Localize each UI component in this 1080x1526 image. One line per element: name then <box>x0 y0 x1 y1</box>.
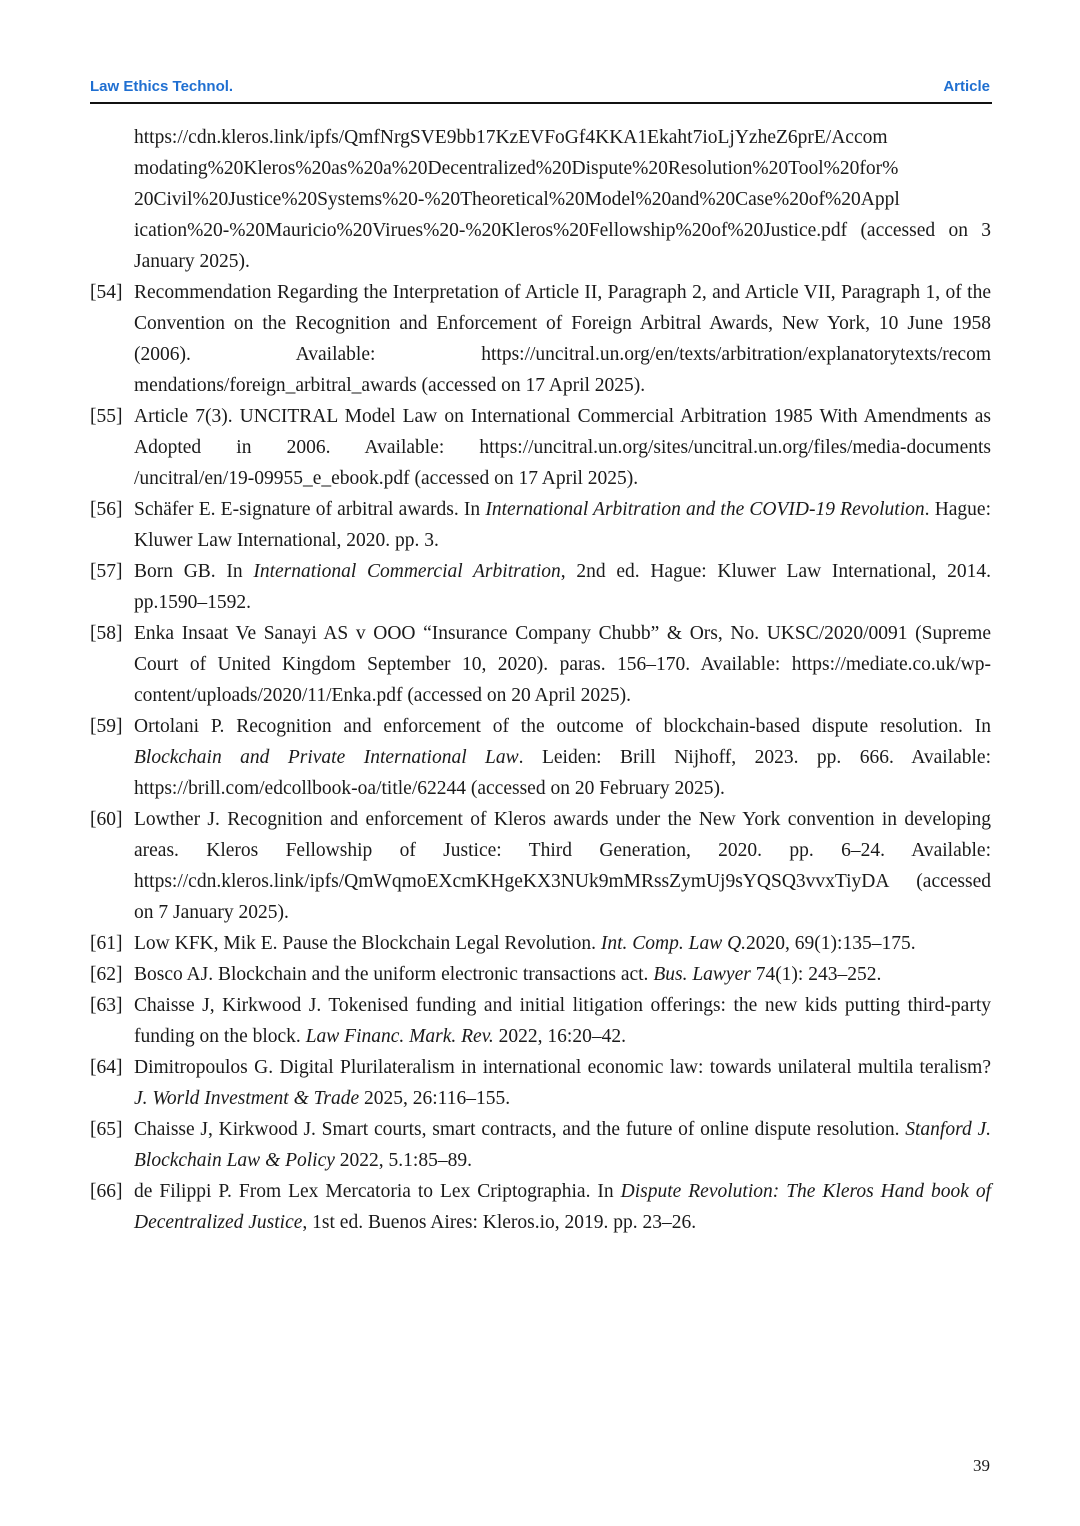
reference-item <box>90 711 991 804</box>
reference-number: [56] <box>90 499 123 520</box>
reference-text: Enka Insaat Ve Sanayi AS v OOO “Insurance Company Chubb” & Ors, No. UKSC/2020/0091 (Supreme Court of United Kingdom September 10, 2020). paras. 156–170. Available: https://mediate.co.uk/wp-content/uploads/2020/11/Enka.pdf (accessed on 20 April 2025). <box>134 623 991 706</box>
reference-item <box>90 494 991 556</box>
reference-text: Born GB. In International Commercial Arbitration, 2nd ed. Hague: Kluwer Law International, 2014. pp.1590–1592. <box>134 561 992 613</box>
source-title: International Arbitration and the COVID-19 Revolution <box>485 499 925 520</box>
reference-number: [58] <box>90 623 123 644</box>
page-number: 39 <box>973 1456 990 1475</box>
reference-text: Chaisse J, Kirkwood J. Tokenised funding and initial litigation offerings: the new kids putting third-party funding on the block. Law Financ. Mark. Rev. 2022, 16:20–42. <box>134 995 991 1047</box>
reference-text: Dimitropoulos G. Digital Plurilateralism in international economic law: towards unilateral multila teralism? J. World Investment & Trade 2025, 26:116–155. <box>134 1057 991 1109</box>
journal-name: Law Ethics Technol. <box>90 78 234 95</box>
reference-number: [61] <box>90 933 123 954</box>
source-title: Law Financ. Mark. Rev. <box>305 1026 494 1047</box>
reference-item <box>90 122 991 277</box>
reference-item <box>90 1176 991 1238</box>
source-title: Bus. Lawyer <box>653 964 751 985</box>
reference-list <box>90 122 991 1238</box>
reference-number: [62] <box>90 964 123 985</box>
reference-text: Ortolani P. Recognition and enforcement of the outcome of blockchain-based dispute resolution. In Blockchain and Private International Law. Leiden: Brill Nijhoff, 2023. pp. 666. Available: https://brill.com/edcollbook-oa/title/62244 (accessed on 20 February 2025). <box>134 716 991 799</box>
source-title: Stanford J. Blockchain Law & Policy <box>134 1119 991 1171</box>
reference-number: [63] <box>90 995 123 1016</box>
reference-text: Recommendation Regarding the Interpretation of Article II, Paragraph 2, and Article VII, Paragraph 1, of the Convention on the Recognition and Enforcement of Foreign Arbitral Awards, New York, 10 June 1958 (2006). Available: https://uncitral.un.org/en/texts/arbitration/explanatorytexts/recom mendations/foreign_arbitral_awards (accessed on 17 April 2025). <box>134 282 991 396</box>
reference-number: [66] <box>90 1181 123 1202</box>
reference-item <box>90 556 991 618</box>
reference-number: [59] <box>90 716 123 737</box>
header-rule <box>90 102 992 104</box>
source-title: International Commercial Arbitration <box>253 561 561 582</box>
reference-text: Chaisse J, Kirkwood J. Smart courts, smart contracts, and the future of online dispute resolution. Stanford J. Blockchain Law & Policy 2022, 5.1:85–89. <box>134 1119 991 1171</box>
reference-text: Bosco AJ. Blockchain and the uniform electronic transactions act. Bus. Lawyer 74(1): 243–252. <box>134 964 882 985</box>
reference-item <box>90 990 991 1052</box>
reference-item <box>90 1052 991 1114</box>
reference-text: Lowther J. Recognition and enforcement of Kleros awards under the New York convention in developing areas. Kleros Fellowship of Justice: Third Generation, 2020. pp. 6–24. Available: https://cdn.kleros.link/ipfs/QmWqmoEXcmKHgeKX3NUk9mMRssZymUj9sYQSQ3vvxTiyDA (accessed on 7 January 2025). <box>134 809 991 923</box>
reference-item <box>90 959 991 990</box>
source-title: J. World Investment & Trade <box>134 1088 360 1109</box>
reference-item <box>90 277 991 401</box>
reference-text: Schäfer E. E-signature of arbitral awards. In International Arbitration and the COVID-19 Revolution. Hague: Kluwer Law International, 2020. pp. 3. <box>134 499 992 551</box>
reference-item <box>90 618 991 711</box>
source-title: Blockchain and Private International Law <box>134 747 519 768</box>
reference-item <box>90 1114 991 1176</box>
reference-text: https://cdn.kleros.link/ipfs/QmfNrgSVE9bb17KzEVFoGf4KKA1Ekaht7ioLjYzheZ6prE/Accom modating%20Kleros%20as%20a%20Decentralized%20Dispute%20Resolution%20Tool%20for% 20Civil%20Justice%20Systems%20-%20Theoretical%20Model%20and%20Case%20of%20Appl ication%20-%20Mauricio%20Virues%20-%20Kleros%20Fellowship%20of%20Justice.pdf (accessed on 3 January 2025). <box>134 127 991 272</box>
source-title: Dispute Revolution: The Kleros Hand book of Decentralized Justice <box>134 1181 991 1233</box>
reference-number: [64] <box>90 1057 123 1078</box>
source-title: Int. Comp. Law Q. <box>600 933 747 954</box>
reference-item <box>90 928 991 959</box>
reference-number: [65] <box>90 1119 123 1140</box>
article-type-label: Article <box>943 78 990 95</box>
reference-text: Low KFK, Mik E. Pause the Blockchain Legal Revolution. Int. Comp. Law Q.2020, 69(1):135–175. <box>134 933 916 954</box>
reference-number: [55] <box>90 406 123 427</box>
reference-number: [57] <box>90 561 123 582</box>
reference-number: [54] <box>90 282 123 303</box>
reference-text: Article 7(3). UNCITRAL Model Law on International Commercial Arbitration 1985 With Amendments as Adopted in 2006. Available: https://uncitral.un.org/sites/uncitral.un.org/files/media-documents /uncitral/en/19-09955_e_ebook.pdf (accessed on 17 April 2025). <box>134 406 991 489</box>
reference-item <box>90 401 991 494</box>
reference-number: [60] <box>90 809 123 830</box>
running-header <box>90 78 990 95</box>
reference-text: de Filippi P. From Lex Mercatoria to Lex Criptographia. In Dispute Revolution: The Kleros Hand book of Decentralized Justice, 1st ed. Buenos Aires: Kleros.io, 2019. pp. 23–26. <box>134 1181 991 1233</box>
reference-item <box>90 804 991 928</box>
